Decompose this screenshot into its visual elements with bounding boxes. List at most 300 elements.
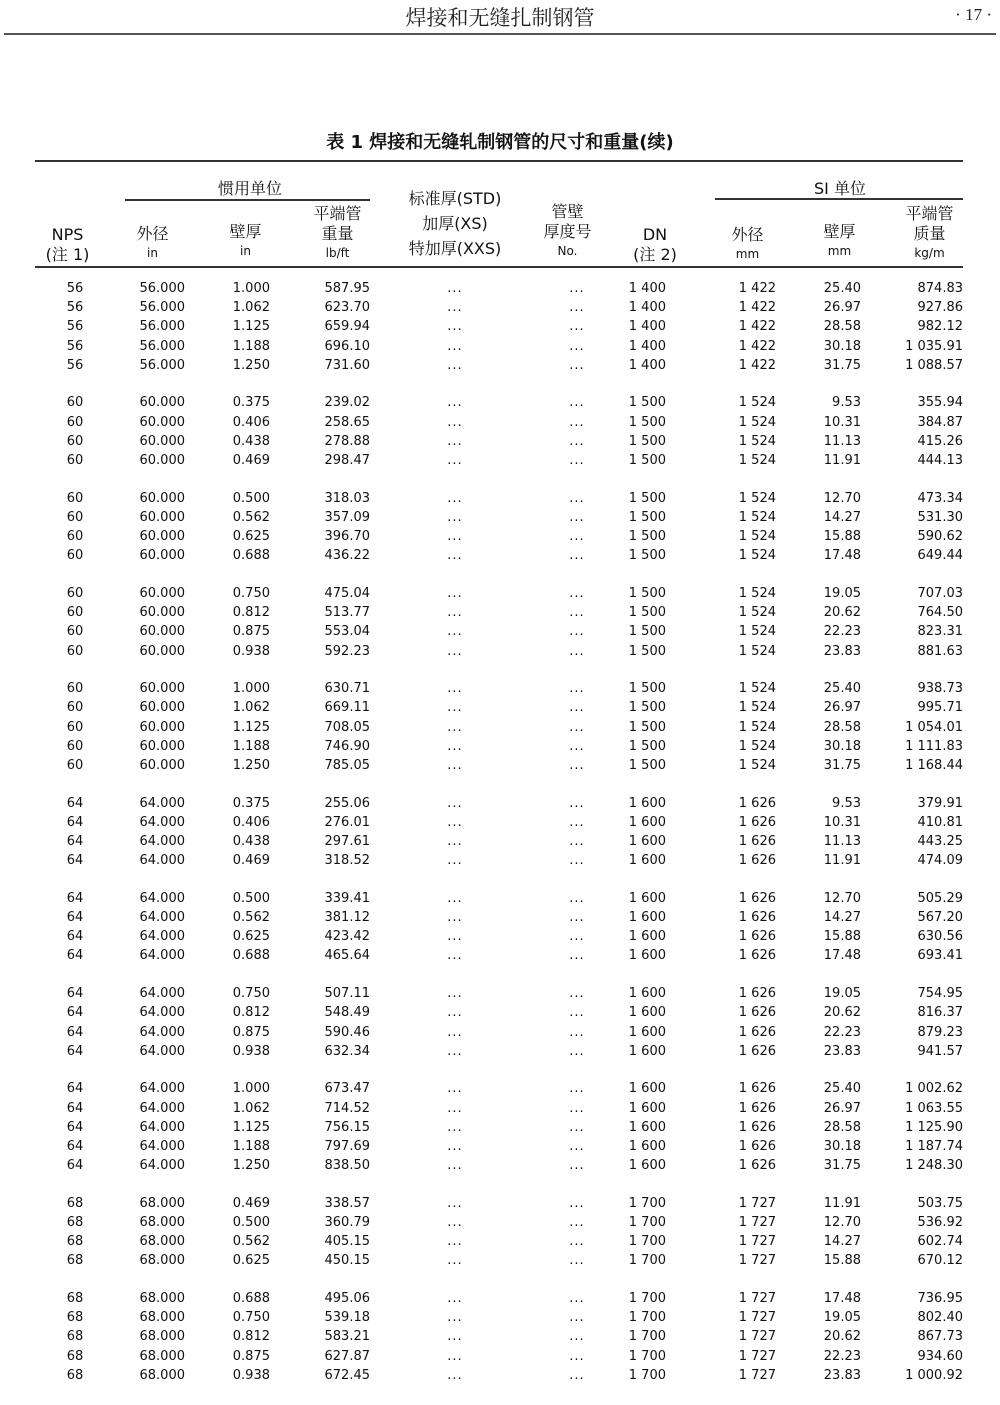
cell-schedule: ...: [569, 1195, 585, 1211]
cell-mass-kgm: 867.73: [917, 1329, 963, 1345]
cell-schedule: ...: [569, 585, 585, 601]
cell-designation: ...: [447, 700, 463, 716]
cell-mass-kgm: 941.57: [917, 1043, 963, 1059]
cell-mass-kgm: 1 000.92: [905, 1367, 963, 1383]
cell-od-in: 64.000: [139, 986, 185, 1002]
cell-od-mm: 1 727: [738, 1367, 776, 1383]
cell-nps: 64: [66, 1158, 84, 1174]
cell-od-mm: 1 524: [738, 757, 776, 773]
cell-od-mm: 1 524: [738, 433, 776, 449]
cell-od-in: 68.000: [139, 1329, 185, 1345]
cell-schedule: ...: [569, 1215, 585, 1230]
table-top-rule: [35, 160, 963, 162]
cell-dn: 1 500: [628, 605, 666, 621]
cell-mass-kgm: 764.50: [917, 605, 963, 621]
table-row: [0, 1290, 1000, 1309]
cell-wt-mm: 28.58: [823, 719, 861, 735]
cell-wt-mm: 25.40: [823, 281, 861, 296]
cell-weight-lbft: 465.64: [324, 948, 370, 964]
cell-schedule: ...: [569, 1329, 585, 1345]
cell-mass-kgm: 823.31: [917, 624, 963, 640]
cell-nps: 56: [66, 300, 84, 316]
cell-weight-lbft: 669.11: [324, 700, 370, 716]
cell-od-in: 64.000: [139, 1119, 185, 1135]
cell-od-in: 64.000: [139, 1081, 185, 1097]
cell-od-mm: 1 727: [738, 1310, 776, 1326]
col-dn-label: DN: [642, 225, 668, 244]
cell-dn: 1 600: [628, 1138, 666, 1154]
cell-designation: ...: [447, 1005, 463, 1021]
cell-nps: 60: [66, 643, 84, 659]
cell-od-in: 64.000: [139, 1100, 185, 1116]
cell-dn: 1 400: [628, 338, 666, 354]
cell-od-in: 64.000: [139, 795, 185, 811]
cell-schedule: ...: [569, 948, 585, 964]
cell-weight-lbft: 423.42: [324, 929, 370, 945]
cell-nps: 68: [66, 1291, 84, 1307]
cell-schedule: ...: [569, 757, 585, 773]
table-row: [0, 985, 1000, 1004]
col-header-mass: [892, 204, 967, 262]
cell-od-in: 68.000: [139, 1310, 185, 1326]
cell-nps: 64: [66, 1119, 84, 1135]
cell-wt-in: 0.375: [232, 395, 270, 411]
col-designation-std: 标准厚(STD): [408, 189, 502, 208]
cell-nps: 64: [66, 948, 84, 964]
cell-designation: ...: [447, 681, 463, 697]
table-row: [0, 1252, 1000, 1271]
cell-od-mm: 1 524: [738, 605, 776, 621]
table-row: [0, 509, 1000, 528]
cell-wt-mm: 17.48: [823, 548, 861, 564]
cell-wt-in: 1.062: [232, 700, 270, 716]
cell-od-in: 60.000: [139, 453, 185, 468]
cell-dn: 1 600: [628, 1081, 666, 1097]
cell-mass-kgm: 1 168.44: [905, 757, 963, 773]
table-row: [0, 1100, 1000, 1119]
cell-od-in: 56.000: [139, 300, 185, 316]
cell-wt-in: 0.500: [232, 490, 270, 506]
cell-od-in: 68.000: [139, 1253, 185, 1269]
cell-nps: 64: [66, 1043, 84, 1059]
cell-mass-kgm: 1 088.57: [905, 357, 963, 373]
cell-mass-kgm: 1 002.62: [905, 1081, 963, 1097]
cell-wt-in: 0.875: [232, 624, 270, 640]
cell-dn: 1 500: [628, 433, 666, 449]
cell-designation: ...: [447, 281, 463, 296]
cell-nps: 68: [66, 1195, 84, 1211]
cell-od-mm: 1 422: [738, 357, 776, 373]
cell-wt-in: 0.750: [232, 1310, 270, 1326]
cell-dn: 1 600: [628, 929, 666, 945]
col-header-wt-mm: [812, 222, 867, 260]
cell-mass-kgm: 754.95: [917, 986, 963, 1002]
cell-designation: ...: [447, 929, 463, 945]
table-row: [0, 528, 1000, 547]
cell-wt-mm: 10.31: [823, 414, 861, 430]
cell-wt-in: 1.125: [232, 1119, 270, 1135]
cell-weight-lbft: 318.52: [324, 853, 370, 869]
cell-schedule: ...: [569, 433, 585, 449]
col-mass-label2: 质量: [913, 224, 946, 243]
cell-dn: 1 500: [628, 414, 666, 430]
cell-mass-kgm: 567.20: [917, 910, 963, 926]
table-row: [0, 890, 1000, 909]
cell-dn: 1 700: [628, 1348, 666, 1364]
col-dn-note: (注 2): [633, 245, 677, 264]
cell-mass-kgm: 938.73: [917, 681, 963, 697]
cell-wt-mm: 17.48: [823, 1291, 861, 1307]
cell-schedule: ...: [569, 1253, 585, 1269]
cell-dn: 1 600: [628, 1158, 666, 1174]
running-title: 焊接和无缝扎制钢管: [405, 6, 595, 30]
cell-designation: ...: [447, 414, 463, 430]
cell-nps: 60: [66, 548, 84, 564]
cell-nps: 60: [66, 453, 84, 468]
cell-wt-in: 0.625: [232, 1253, 270, 1269]
col-schedule-line2: 厚度号: [543, 222, 592, 241]
cell-wt-mm: 31.75: [823, 1158, 861, 1174]
cell-designation: ...: [447, 719, 463, 735]
cell-nps: 60: [66, 605, 84, 621]
cell-wt-mm: 22.23: [823, 1348, 861, 1364]
cell-dn: 1 600: [628, 890, 666, 906]
cell-od-in: 60.000: [139, 529, 185, 545]
cell-dn: 1 700: [628, 1215, 666, 1230]
cell-nps: 60: [66, 414, 84, 430]
cell-schedule: ...: [569, 1310, 585, 1326]
cell-weight-lbft: 495.06: [324, 1291, 370, 1307]
col-nps-label: NPS: [51, 225, 84, 244]
cell-weight-lbft: 708.05: [324, 719, 370, 735]
cell-schedule: ...: [569, 300, 585, 316]
cell-designation: ...: [447, 1195, 463, 1211]
cell-wt-mm: 20.62: [823, 605, 861, 621]
table-row: [0, 699, 1000, 718]
cell-wt-mm: 11.91: [823, 853, 861, 869]
cell-schedule: ...: [569, 1291, 585, 1307]
cell-mass-kgm: 379.91: [917, 795, 963, 811]
cell-schedule: ...: [569, 910, 585, 926]
cell-dn: 1 700: [628, 1310, 666, 1326]
table-row: [0, 1004, 1000, 1023]
cell-od-mm: 1 626: [738, 814, 776, 830]
table-row: [0, 1328, 1000, 1347]
row-group: [0, 585, 1000, 662]
col-od-mm-unit: mm: [735, 247, 760, 261]
cell-designation: ...: [447, 814, 463, 830]
cell-designation: ...: [447, 853, 463, 869]
cell-nps: 64: [66, 814, 84, 830]
cell-wt-in: 1.000: [232, 681, 270, 697]
cell-nps: 68: [66, 1253, 84, 1269]
cell-designation: ...: [447, 300, 463, 316]
cell-od-in: 60.000: [139, 395, 185, 411]
cell-wt-in: 0.688: [232, 948, 270, 964]
cell-schedule: ...: [569, 719, 585, 735]
cell-designation: ...: [447, 453, 463, 468]
cell-weight-lbft: 278.88: [324, 433, 370, 449]
col-mass-label1: 平端管: [905, 204, 954, 223]
cell-wt-in: 0.375: [232, 795, 270, 811]
cell-od-mm: 1 524: [738, 509, 776, 525]
cell-dn: 1 500: [628, 529, 666, 545]
cell-mass-kgm: 531.30: [917, 509, 963, 525]
cell-wt-mm: 19.05: [823, 986, 861, 1002]
table-row: [0, 1024, 1000, 1043]
cell-wt-in: 0.562: [232, 509, 270, 525]
cell-weight-lbft: 746.90: [324, 738, 370, 754]
cell-wt-in: 0.625: [232, 529, 270, 545]
group-header-si: SI 单位: [814, 179, 866, 198]
cell-od-mm: 1 524: [738, 585, 776, 601]
cell-schedule: ...: [569, 319, 585, 335]
cell-od-mm: 1 524: [738, 643, 776, 659]
cell-wt-mm: 30.18: [823, 738, 861, 754]
cell-od-mm: 1 626: [738, 795, 776, 811]
table-row: [0, 1043, 1000, 1062]
cell-weight-lbft: 756.15: [324, 1119, 370, 1135]
cell-od-mm: 1 626: [738, 1043, 776, 1059]
table-row: [0, 643, 1000, 662]
cell-dn: 1 600: [628, 1100, 666, 1116]
cell-wt-mm: 30.18: [823, 338, 861, 354]
cell-dn: 1 600: [628, 795, 666, 811]
table-row: [0, 414, 1000, 433]
col-header-nps: [40, 225, 95, 265]
cell-dn: 1 400: [628, 281, 666, 296]
cell-mass-kgm: 670.12: [917, 1253, 963, 1269]
col-wt-in-label: 壁厚: [229, 222, 262, 241]
cell-mass-kgm: 693.41: [917, 948, 963, 964]
cell-wt-mm: 22.23: [823, 1024, 861, 1040]
cell-mass-kgm: 505.29: [917, 890, 963, 906]
cell-wt-mm: 12.70: [823, 1215, 861, 1230]
cell-dn: 1 500: [628, 643, 666, 659]
cell-wt-mm: 23.83: [823, 1043, 861, 1059]
cell-nps: 64: [66, 834, 84, 849]
cell-wt-mm: 12.70: [823, 890, 861, 906]
cell-weight-lbft: 548.49: [324, 1005, 370, 1021]
cell-mass-kgm: 1 054.01: [905, 719, 963, 735]
cell-schedule: ...: [569, 814, 585, 830]
cell-mass-kgm: 1 187.74: [905, 1138, 963, 1154]
cell-weight-lbft: 436.22: [324, 548, 370, 564]
cell-weight-lbft: 673.47: [324, 1081, 370, 1097]
cell-wt-in: 1.250: [232, 757, 270, 773]
table-row: [0, 318, 1000, 337]
cell-od-mm: 1 524: [738, 700, 776, 716]
cell-wt-in: 1.250: [232, 357, 270, 373]
cell-schedule: ...: [569, 281, 585, 296]
cell-dn: 1 500: [628, 509, 666, 525]
table-row: [0, 795, 1000, 814]
cell-designation: ...: [447, 795, 463, 811]
cell-wt-in: 0.938: [232, 643, 270, 659]
cell-schedule: ...: [569, 1005, 585, 1021]
cell-wt-mm: 10.31: [823, 814, 861, 830]
table-row: [0, 1348, 1000, 1367]
cell-mass-kgm: 355.94: [917, 395, 963, 411]
table-row: [0, 280, 1000, 299]
row-group: [0, 680, 1000, 776]
cell-schedule: ...: [569, 1100, 585, 1116]
cell-nps: 60: [66, 490, 84, 506]
cell-mass-kgm: 649.44: [917, 548, 963, 564]
cell-od-in: 60.000: [139, 605, 185, 621]
cell-designation: ...: [447, 1367, 463, 1383]
cell-wt-mm: 23.83: [823, 643, 861, 659]
table-row: [0, 814, 1000, 833]
cell-dn: 1 700: [628, 1234, 666, 1250]
cell-wt-in: 0.406: [232, 414, 270, 430]
cell-dn: 1 500: [628, 738, 666, 754]
table-row: [0, 1119, 1000, 1138]
running-header: [0, 0, 1000, 34]
cell-dn: 1 500: [628, 453, 666, 468]
cell-mass-kgm: 802.40: [917, 1310, 963, 1326]
cell-wt-in: 0.812: [232, 605, 270, 621]
table-row: [0, 1080, 1000, 1099]
cell-designation: ...: [447, 585, 463, 601]
cell-designation: ...: [447, 490, 463, 506]
cell-designation: ...: [447, 605, 463, 621]
cell-dn: 1 600: [628, 853, 666, 869]
cell-mass-kgm: 816.37: [917, 1005, 963, 1021]
cell-od-mm: 1 524: [738, 529, 776, 545]
cell-od-mm: 1 626: [738, 834, 776, 849]
cell-wt-mm: 14.27: [823, 910, 861, 926]
cell-mass-kgm: 707.03: [917, 585, 963, 601]
cell-nps: 60: [66, 395, 84, 411]
cell-wt-in: 1.250: [232, 1158, 270, 1174]
page-number: · 17 ·: [955, 5, 992, 24]
cell-designation: ...: [447, 548, 463, 564]
cell-designation: ...: [447, 319, 463, 335]
cell-dn: 1 500: [628, 585, 666, 601]
cell-weight-lbft: 318.03: [324, 490, 370, 506]
cell-designation: ...: [447, 624, 463, 640]
cell-nps: 64: [66, 795, 84, 811]
table-row: [0, 852, 1000, 871]
cell-nps: 60: [66, 509, 84, 525]
group-rule-si: [715, 198, 963, 200]
table-title: 表 1 焊接和无缝轧制钢管的尺寸和重量(续): [326, 132, 674, 153]
cell-schedule: ...: [569, 795, 585, 811]
cell-schedule: ...: [569, 338, 585, 354]
cell-weight-lbft: 357.09: [324, 509, 370, 525]
row-group: [0, 1290, 1000, 1386]
cell-wt-mm: 28.58: [823, 1119, 861, 1135]
cell-nps: 56: [66, 357, 84, 373]
cell-designation: ...: [447, 357, 463, 373]
cell-schedule: ...: [569, 1234, 585, 1250]
cell-dn: 1 700: [628, 1253, 666, 1269]
cell-wt-mm: 28.58: [823, 319, 861, 335]
cell-schedule: ...: [569, 414, 585, 430]
cell-schedule: ...: [569, 853, 585, 869]
col-designation-xs: 加厚(XS): [422, 214, 488, 233]
cell-wt-in: 1.062: [232, 1100, 270, 1116]
cell-weight-lbft: 339.41: [324, 890, 370, 906]
col-od-mm-label: 外径: [731, 225, 764, 244]
cell-mass-kgm: 536.92: [917, 1215, 963, 1230]
cell-nps: 60: [66, 738, 84, 754]
cell-dn: 1 600: [628, 1043, 666, 1059]
cell-weight-lbft: 627.87: [324, 1348, 370, 1364]
cell-wt-in: 1.125: [232, 319, 270, 335]
cell-od-in: 64.000: [139, 1158, 185, 1174]
cell-designation: ...: [447, 1234, 463, 1250]
cell-designation: ...: [447, 433, 463, 449]
cell-weight-lbft: 539.18: [324, 1310, 370, 1326]
cell-nps: 68: [66, 1215, 84, 1230]
cell-od-mm: 1 422: [738, 319, 776, 335]
cell-wt-mm: 19.05: [823, 1310, 861, 1326]
cell-designation: ...: [447, 1291, 463, 1307]
cell-mass-kgm: 410.81: [917, 814, 963, 830]
row-group: [0, 890, 1000, 967]
cell-dn: 1 700: [628, 1329, 666, 1345]
table-body: [0, 280, 1000, 1405]
cell-weight-lbft: 623.70: [324, 300, 370, 316]
cell-designation: ...: [447, 1253, 463, 1269]
cell-nps: 60: [66, 585, 84, 601]
col-wt-mm-label: 壁厚: [823, 222, 856, 241]
cell-od-mm: 1 626: [738, 986, 776, 1002]
cell-od-mm: 1 626: [738, 853, 776, 869]
cell-od-in: 56.000: [139, 281, 185, 296]
cell-nps: 68: [66, 1234, 84, 1250]
cell-weight-lbft: 592.23: [324, 643, 370, 659]
cell-dn: 1 500: [628, 490, 666, 506]
cell-od-mm: 1 626: [738, 910, 776, 926]
cell-dn: 1 600: [628, 1005, 666, 1021]
cell-od-in: 64.000: [139, 890, 185, 906]
cell-od-mm: 1 727: [738, 1215, 776, 1230]
cell-weight-lbft: 258.65: [324, 414, 370, 430]
cell-wt-mm: 30.18: [823, 1138, 861, 1154]
cell-od-mm: 1 727: [738, 1195, 776, 1211]
table-row: [0, 1214, 1000, 1233]
cell-od-in: 60.000: [139, 700, 185, 716]
cell-nps: 64: [66, 1138, 84, 1154]
cell-weight-lbft: 513.77: [324, 605, 370, 621]
cell-wt-in: 1.000: [232, 281, 270, 296]
cell-weight-lbft: 297.61: [324, 834, 370, 849]
table-row: [0, 604, 1000, 623]
table-row: [0, 833, 1000, 852]
cell-od-in: 60.000: [139, 681, 185, 697]
cell-wt-mm: 17.48: [823, 948, 861, 964]
cell-schedule: ...: [569, 986, 585, 1002]
cell-weight-lbft: 785.05: [324, 757, 370, 773]
cell-od-in: 60.000: [139, 738, 185, 754]
cell-mass-kgm: 503.75: [917, 1195, 963, 1211]
cell-designation: ...: [447, 529, 463, 545]
cell-weight-lbft: 276.01: [324, 814, 370, 830]
col-wt-in-unit: in: [240, 244, 251, 258]
cell-mass-kgm: 927.86: [917, 300, 963, 316]
cell-dn: 1 600: [628, 948, 666, 964]
cell-wt-mm: 31.75: [823, 357, 861, 373]
table-row: [0, 719, 1000, 738]
table-row: [0, 299, 1000, 318]
cell-wt-in: 0.469: [232, 853, 270, 869]
cell-mass-kgm: 602.74: [917, 1234, 963, 1250]
cell-mass-kgm: 590.62: [917, 529, 963, 545]
cell-od-mm: 1 626: [738, 1081, 776, 1097]
